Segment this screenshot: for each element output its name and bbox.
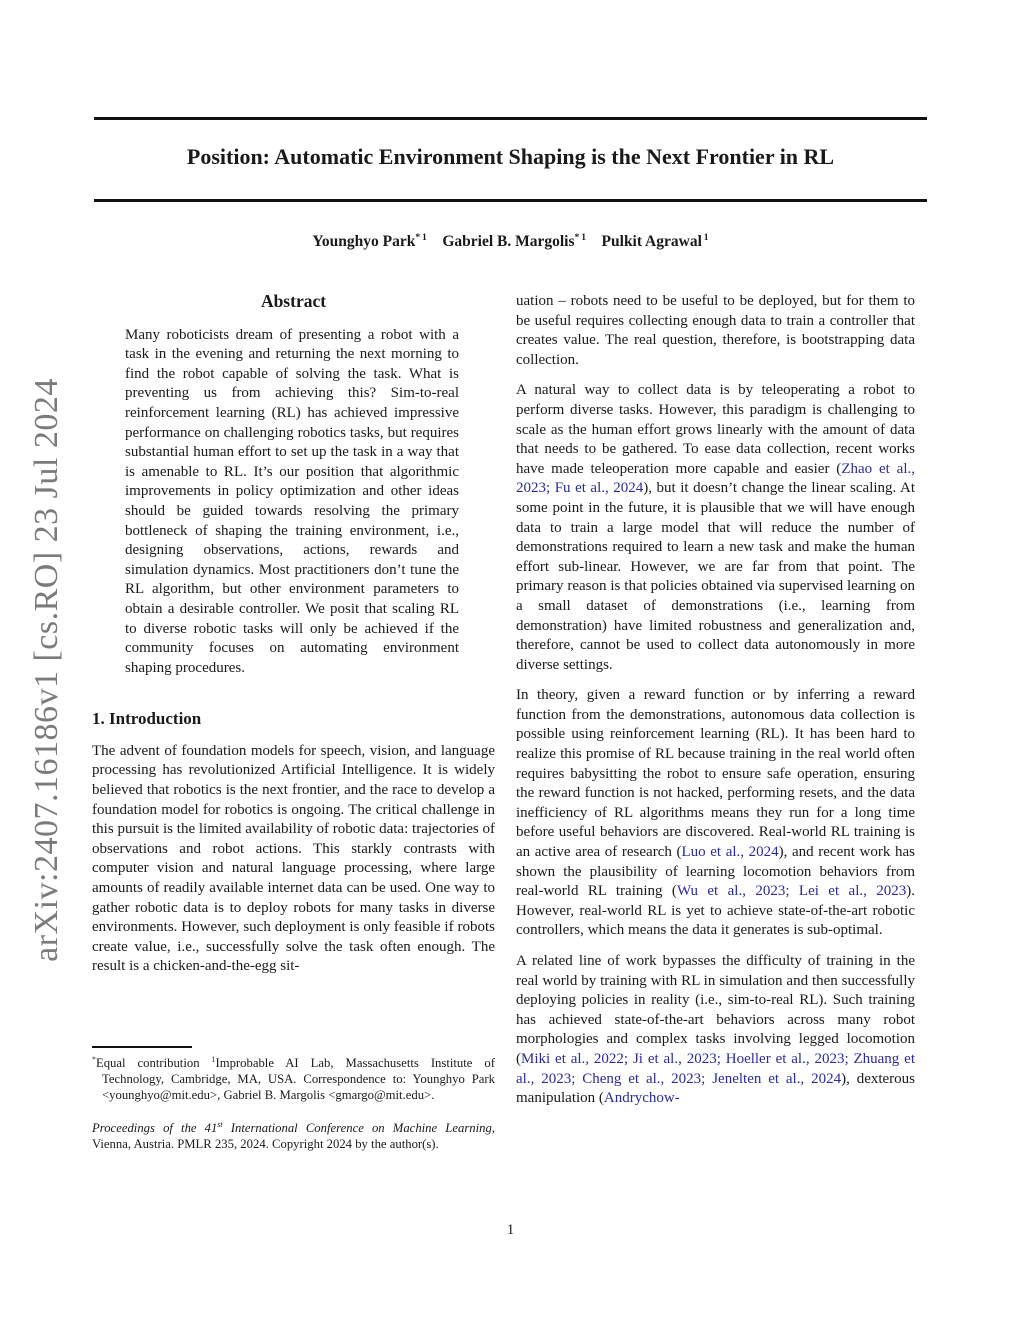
left-column: [92, 292, 495, 977]
citation-link[interactable]: Cheng et al., 2023: [582, 1070, 702, 1087]
abstract-body: Many roboticists dream of presenting a robot with a task in the evening and returning the next morning to find the robot capable of solving the task. What is preventing us from achieving this? Sim-to-real reinforcement learning (RL) has achieved impressive performance on challenging robotics tasks, but requires substantial human effort to set up the task in a way that is amenable to RL. It’s our position that algorithmic improvements in policy optimization and other ideas should be guided towards resolving the primary bottleneck of shaping the training environment, i.e., designing observations, actions, rewards and simulation dynamics. Most practitioners don’t tune the RL algorithm, but other environment parameters to obtain a desirable controller. We posit that scaling RL to diverse robotic tasks will only be achieved if the community focuses on automating environment shaping procedures.: [125, 326, 459, 676]
author-line: Younghyo Park$^{* 1}$ Gabriel B. Margolis$^{* 1}$ Pulkit Agrawal $^1$: [312, 231, 709, 250]
citation-link[interactable]: ;: [701, 1070, 713, 1087]
citation-link[interactable]: Jenelten et al., 2024: [712, 1070, 842, 1087]
footnote-text: *Equal contribution $^1$Improbable AI Lab, Massachusetts Institute of Technology, Cambridge, MA, USA. Correspondence to: Younghyo Park <younghyo@mit.edu>, Gabriel B. Margolis <gmargo@mit.edu>.: [92, 1054, 495, 1103]
citation-link[interactable]: ;: [546, 480, 555, 497]
citation-link[interactable]: ;: [716, 1050, 726, 1067]
abstract-heading: Abstract: [260, 291, 327, 311]
paper-title: Position: Automatic Environment Shaping is the Next Frontier in RL: [186, 144, 835, 169]
citation-link[interactable]: Zhuang et al., 2023: [516, 1050, 915, 1087]
proceedings-note: Proceedings of the 41st International Conference on Machine Learning, Vienna, Austria. PMLR 235, 2024. Copyright 2024 by the author(s).: [92, 1119, 495, 1152]
citation-link[interactable]: ;: [571, 1070, 583, 1087]
header-bottom-rule: [94, 199, 927, 202]
footnote-rule: [92, 1046, 192, 1048]
section-heading-introduction: 1. Introduction: [92, 709, 202, 729]
body-paragraph: A related line of work bypasses the difficulty of training in the real world by training with RL in simulation and then successfully deploying policies in reality (i.e., sim-to-real RL). Such training has achieved state-of-the-art behaviors across many robot morphologies and complex tasks involving legged locomotion (Miki et al., 2022; Ji et al., 2023; Hoeller et al., 2023; Zhuang et al., 2023; Cheng et al., 2023; Jenelten et al., 2024), dexterous manipulation (Andrychow-: [516, 953, 916, 1107]
citation-link[interactable]: Fu et al., 2024: [554, 480, 644, 497]
body-paragraph: A natural way to collect data is by teleoperating a robot to perform diverse tasks. However, this paradigm is challenging to scale as the human effort grows linearly with the amount of data that needs to be gathered. To ease data collection, recent works have made teleoperation more capable and easier (Zhao et al., 2023; Fu et al., 2024), but it doesn’t change the linear scaling. At some point in the future, it is plausible that we will have enough data to train a large model that will reduce the number of demonstrations required to learn a new task and make the human effort sub-linear. However, we are far from that point. The primary reason is that policies obtained via supervised learning on a small dataset of demonstrations (i.e., learning from demonstration) have limited robustness and generalization and, therefore, cannot be used to collect data autonomously in more diverse settings.: [516, 382, 915, 673]
citation-link[interactable]: Ji et al., 2023: [632, 1050, 717, 1067]
footnote-block: [92, 1046, 495, 1153]
citation-link[interactable]: ;: [844, 1050, 854, 1067]
header-top-rule: [94, 117, 927, 120]
citation-link[interactable]: Andrychow-: [603, 1090, 680, 1107]
citation-link[interactable]: Lei et al., 2023: [798, 883, 907, 900]
right-column: [516, 292, 915, 1120]
citation-link[interactable]: Miki et al., 2022: [521, 1050, 624, 1067]
arxiv-watermark: arXiv:2407.16186v1 [cs.RO] 23 Jul 2024: [28, 378, 65, 962]
citation-link[interactable]: Hoeller et al., 2023: [725, 1050, 845, 1067]
citation-link[interactable]: ;: [785, 883, 799, 900]
body-paragraph: In theory, given a reward function or by inferring a reward function from the demonstrations, autonomous data collection is possible using reinforcement learning (RL). It has been hard to realize this promise of RL because training in the real world often requires babysitting the robot to ensure safe operation, ensuring the reward function is not hacked, performing resets, and the data inefficiency of RL algorithms means they run for a long time before useful behaviors are discovered. Real-world RL training is an active area of research (Luo et al., 2024), and recent work has shown the plausibility of learning locomotion behaviors from real-world RL training (Wu et al., 2023; Lei et al., 2023). However, real-world RL is yet to achieve state-of-the-art robotic controllers, which means the data it generates is sub-optimal.: [516, 687, 916, 939]
citation-link[interactable]: Wu et al., 2023: [676, 883, 786, 900]
citation-link[interactable]: Zhao et al., 2023: [516, 460, 915, 497]
citation-link[interactable]: ;: [623, 1050, 633, 1067]
citation-link[interactable]: Luo et al., 2024: [681, 844, 779, 861]
page-number: 1: [506, 1222, 515, 1238]
body-paragraph: uation – robots need to be useful to be deployed, but for them to be useful requires collecting enough data to train a controller that creates value. The real question, therefore, is bootstrapping data collection.: [516, 293, 915, 368]
introduction-paragraph: The advent of foundation models for speech, vision, and language processing has revolutionized Artificial Intelligence. It is widely believed that robotics is the next frontier, and the race to develop a foundation model for robotics is ongoing. The critical challenge in this pursuit is the limited availability of robotic data: trajectories of observations and robot actions. This starkly contrasts with computer vision and natural language processing, where large amounts of readily available internet data can be used. One way to gather robotic data is to deploy robots for many tasks in diverse environments. However, such deployment is only feasible if robots create value, i.e., successfully solve the task often enough. The result is a chicken-and-the-egg sit-: [92, 742, 495, 975]
